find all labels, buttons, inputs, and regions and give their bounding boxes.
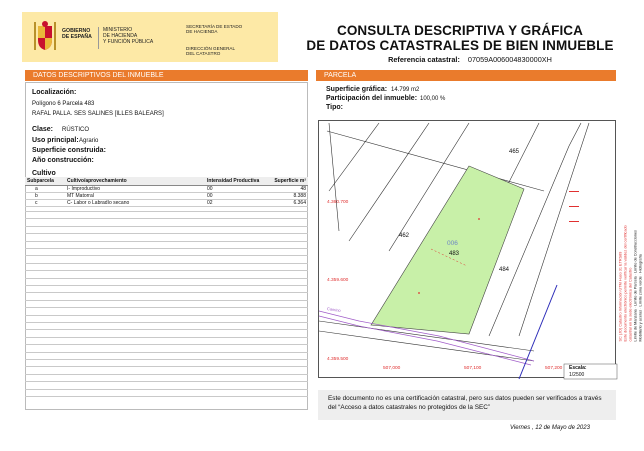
road-label: Camino	[326, 306, 342, 313]
cell: 00	[205, 192, 263, 199]
ministry-line: MINISTERIO	[103, 27, 133, 33]
col-header: Superficie m²	[263, 177, 308, 185]
cell: a	[25, 185, 65, 192]
empty-row-line	[25, 278, 308, 279]
empty-row-line	[25, 211, 308, 212]
ministry-name	[103, 28, 153, 45]
parcel-label-462: 462	[399, 233, 410, 239]
empty-row-line	[25, 255, 308, 256]
parcel-483-area	[371, 166, 524, 334]
parcel-label-483: 483	[449, 251, 460, 257]
empty-row-line	[25, 389, 308, 390]
cultivo-title: Cultivo	[32, 170, 56, 177]
localizacion-label: Localización:	[32, 89, 77, 96]
col-header: Subparcela	[25, 177, 65, 185]
cultivo-header-row	[25, 177, 308, 185]
legend-line: Límite de Manzana · Límite de Parcela · Límite de Construcciones	[633, 230, 638, 342]
gov-line: GOBIERNO	[62, 28, 91, 34]
cell: I- Improductivo	[65, 185, 205, 192]
map-legend	[619, 142, 644, 342]
participacion-value: 100,00 %	[420, 96, 446, 102]
legend-item: Límite zona verde	[638, 276, 643, 307]
scale-value: 1/2500	[569, 372, 585, 378]
x-coordinate: 507,100	[464, 366, 482, 371]
x-coordinate: 507,200	[545, 366, 563, 371]
legend-item: Límite de Parcela	[633, 276, 638, 306]
legend-line: Mobiliario y aceras · Límite zona verde · Hidrografía	[638, 254, 643, 342]
cell: 6.364	[263, 199, 308, 206]
table-row	[25, 185, 308, 192]
col-header: Intensidad Productiva	[205, 177, 263, 185]
table-row	[25, 192, 308, 199]
empty-row-line	[25, 322, 308, 323]
empty-row-line	[25, 359, 308, 360]
empty-row-line	[25, 315, 308, 316]
cadastral-reference	[320, 55, 620, 64]
superficie-grafica-label: Superficie gráfica:	[326, 86, 388, 93]
legend-line: catastral en la sede electrónica del Catastro	[628, 267, 633, 342]
legend-item: Límite de Manzana	[633, 309, 638, 342]
empty-row-line	[25, 292, 308, 293]
empty-row-line	[25, 307, 308, 308]
cell: 02	[205, 199, 263, 206]
participacion-label: Participación del inmueble:	[326, 95, 418, 102]
sede-line: DE HACIENDA	[186, 29, 218, 35]
empty-row-line	[25, 337, 308, 338]
superficie-label: Superficie construida:	[32, 147, 106, 154]
uso-value: Agrario	[79, 138, 99, 144]
gov-line: DE ESPAÑA	[62, 34, 92, 40]
page-title-line1: CONSULTA DESCRIPTIVA Y GRÁFICA	[336, 23, 583, 38]
direccion-line: DEL CATASTRO	[186, 51, 221, 57]
y-coordinate: 4.359.600	[327, 278, 349, 283]
parcel-label-484: 484	[499, 267, 510, 273]
y-coordinate: 4.359.500	[327, 357, 349, 362]
document-date: Viernes , 12 de Mayo de 2023	[510, 425, 590, 431]
parcel-label-465: 465	[509, 149, 520, 155]
government-name	[62, 28, 92, 40]
secretaria-block	[186, 24, 256, 35]
direccion-block	[186, 46, 235, 57]
empty-row-line	[25, 381, 308, 382]
empty-row-line	[25, 218, 308, 219]
coat-of-arms-icon	[34, 20, 56, 54]
scale-label: Escala:	[569, 365, 587, 371]
col-header: Cultivo/aprovechamiento	[65, 177, 205, 185]
empty-row-line	[25, 241, 308, 242]
header-divider	[98, 27, 99, 49]
direccion-line: DIRECCIÓN GENERAL	[186, 46, 236, 51]
table-row	[25, 199, 308, 206]
empty-row-line	[25, 226, 308, 227]
uso-label: Uso principal:	[32, 137, 79, 144]
empty-row-line	[25, 300, 308, 301]
anio-label: Año construcción:	[32, 157, 94, 164]
superficie-grafica-value: 14.799 m2	[391, 87, 420, 93]
empty-row-line	[25, 396, 308, 397]
empty-row-line	[25, 248, 308, 249]
sede-line: SECRETARÍA DE ESTADO	[186, 24, 243, 29]
ministry-line: DE HACIENDA	[103, 32, 138, 39]
map-drawing	[319, 121, 617, 379]
empty-row-line	[25, 263, 308, 264]
legend-item: Límite de Construcciones	[633, 230, 638, 273]
empty-row-line	[25, 344, 308, 345]
legend-line: Este documento electrónico permite verificar la validez del certificado	[623, 225, 628, 342]
cell: 8.388	[263, 192, 308, 199]
empty-row-line	[25, 233, 308, 234]
legend-item: Hidrografía	[638, 254, 643, 273]
tipo-label: Tipo:	[326, 104, 343, 111]
localizacion-line1: Polígono 6 Parcela 483	[32, 101, 95, 107]
cell: C- Labor o Labradío secano	[65, 199, 205, 206]
cultivo-table	[25, 177, 308, 207]
ministry-line: Y FUNCIÓN PÚBLICA	[103, 38, 154, 45]
cell: 48	[263, 185, 308, 192]
cell: b	[25, 192, 65, 199]
empty-row-line	[25, 374, 308, 375]
section-bar-parcela: PARCELA	[316, 70, 616, 81]
legend-line: SC (JO) Catastro Información UTM Huso 31 ETRS89	[618, 251, 623, 342]
disclaimer-notice: Este documento no es una certificación catastral, pero sus datos pueden ser verificados a través del “Acceso a datos catastrales no protegidos de la SEC”	[318, 390, 616, 420]
cell: c	[25, 199, 65, 206]
empty-row-line	[25, 285, 308, 286]
cadastral-map	[318, 120, 643, 378]
cell: 00	[205, 185, 263, 192]
empty-row-line	[25, 366, 308, 367]
parcel-label-006: 006	[447, 240, 458, 247]
section-bar-descriptive: DATOS DESCRIPTIVOS DEL INMUEBLE	[25, 70, 308, 81]
empty-row-line	[25, 352, 308, 353]
clase-label: Clase:	[32, 126, 54, 133]
x-coordinate: 507,000	[383, 366, 401, 371]
ref-label: Referencia catastral:	[388, 55, 460, 64]
page-title-line2: DE DATOS CATASTRALES DE BIEN INMUEBLE	[306, 38, 614, 53]
y-coordinate: 4.360.700	[327, 200, 349, 205]
cell: MT Matorral	[65, 192, 205, 199]
ref-value: 07059A006004830000XH	[467, 55, 552, 64]
localizacion-line2: RAFAL PALLA. SES SALINES [ILLES BALEARS]	[32, 111, 164, 117]
legend-item: Mobiliario y aceras	[638, 309, 643, 342]
empty-row-line	[25, 270, 308, 271]
empty-row-line	[25, 329, 308, 330]
clase-value: RÚSTICO	[62, 127, 89, 133]
